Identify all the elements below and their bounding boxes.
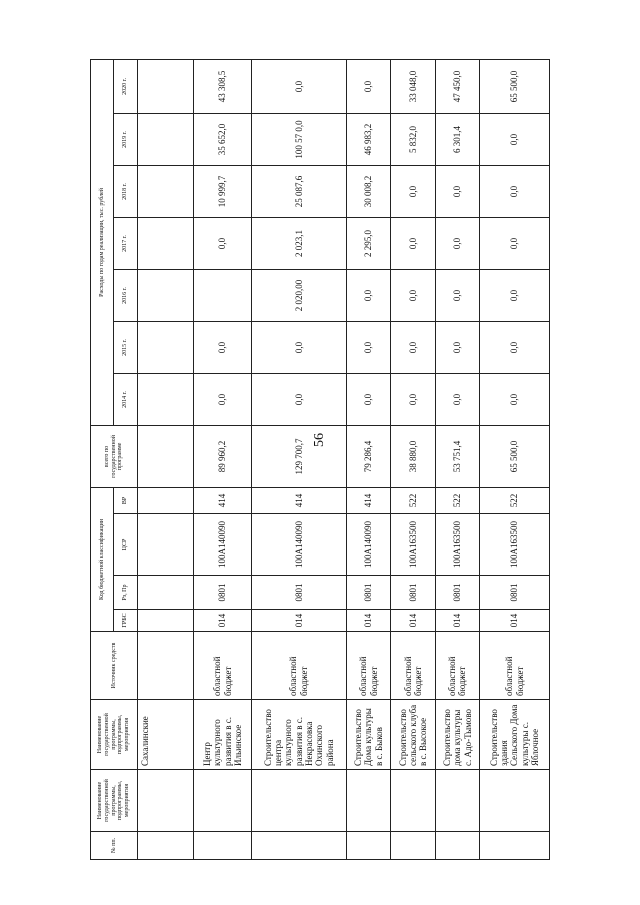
row-spacer-cell [194,770,251,832]
header-expenses: Расходы по годам реализации, тыс. рублей [91,59,114,425]
row-year-value: 30 008,2 [346,165,390,217]
row-year-value: 0,0 [435,269,479,321]
row-year-value: 2 023,1 [251,217,346,269]
table-row [194,59,251,859]
row-csr: 100А163500 [435,514,479,576]
row-number-cell [480,832,550,860]
row-year-value: 0,0 [391,373,435,425]
row-year-value: 0,0 [251,321,346,373]
row-spacer-cell [480,770,550,832]
header-num: № пп. [91,832,138,860]
row-year-value: 0,0 [480,217,550,269]
row-year-value: 0,0 [251,373,346,425]
row-number-cell [391,832,435,860]
header-year-2017: 2017 г. [114,217,137,269]
header-year-2016: 2016 г. [114,269,137,321]
row-vr: 522 [480,487,550,513]
row-year-value: 0,0 [194,321,251,373]
row-year-value: 0,0 [435,373,479,425]
row-spacer-cell [346,770,390,832]
header-total: всего по государственной программе [91,425,138,487]
row-year-value: 10 999,7 [194,165,251,217]
row-total: 129 700,7 [251,425,346,487]
section-label: Сахалинские [137,700,194,770]
row-grbs: 014 [194,610,251,632]
header-csr: ЦСР [114,514,137,576]
row-csr: 100А140090 [251,514,346,576]
row-year-value: 0,0 [435,321,479,373]
header-year-2019: 2019 г. [114,113,137,165]
row-year-value: 0,0 [346,321,390,373]
row-total: 65 500,0 [480,425,550,487]
row-name: Центр культурного развития в с. Ильинское [194,700,251,770]
row-total: 53 751,4 [435,425,479,487]
row-grbs: 014 [346,610,390,632]
header-year-2020: 2020 г. [114,59,137,113]
row-year-value: 35 652,0 [194,113,251,165]
row-year-value: 0,0 [194,373,251,425]
row-year-value: 0,0 [391,165,435,217]
row-grbs: 014 [480,610,550,632]
row-name: Строительство здания Сельского Дома культуры с. Яблочное [480,700,550,770]
row-vr: 414 [251,487,346,513]
row-csr: 100А140090 [194,514,251,576]
row-source: областной бюджет [480,632,550,700]
row-number-cell [346,832,390,860]
row-total: 89 960,2 [194,425,251,487]
row-year-value: 0,0 [391,217,435,269]
row-year-value: 25 087,6 [251,165,346,217]
row-year-value: 0,0 [251,59,346,113]
header-rzpr: Рз, Пр [114,576,137,610]
row-year-value: 0,0 [480,165,550,217]
header-budget-code: Код бюджетной классификации [91,487,114,631]
page-number: 56 [312,433,327,447]
row-source: областной бюджет [194,632,251,700]
row-name: Строительство дома культуры с. Адо-Тымово [435,700,479,770]
row-rzpr: 0801 [346,576,390,610]
row-year-value: 47 450,0 [435,59,479,113]
row-csr: 100А140090 [346,514,390,576]
row-rzpr: 0801 [194,576,251,610]
row-name: Строительство центра культурного развития в с. Некрасовка Охинского района [251,700,346,770]
row-year-value: 0,0 [480,373,550,425]
row-rzpr: 0801 [251,576,346,610]
header-name: Наименование государственной программы, подпрограммы, мероприятия [91,770,138,832]
row-name: Строительство сельского клуба в с. Высокое [391,700,435,770]
header-year-2018: 2018 г. [114,165,137,217]
row-year-value: 100 57 0,0 [251,113,346,165]
row-vr: 414 [194,487,251,513]
section-row [137,59,194,859]
row-year-value: 5 832,0 [391,113,435,165]
row-year-value: 6 301,4 [435,113,479,165]
row-grbs: 014 [251,610,346,632]
row-source: областной бюджет [346,632,390,700]
row-year-value: 0,0 [480,113,550,165]
row-spacer-cell [391,770,435,832]
table-row [346,59,390,859]
table-row [435,59,479,859]
header-grbs: ГРБС [114,610,137,632]
row-year-value: 0,0 [480,321,550,373]
row-year-value: 0,0 [391,321,435,373]
row-year-value: 0,0 [391,269,435,321]
row-year-value: 2 295,0 [346,217,390,269]
row-number-cell [194,832,251,860]
row-spacer-cell [435,770,479,832]
row-year-value: 0,0 [435,217,479,269]
row-rzpr: 0801 [480,576,550,610]
row-year-value: 65 500,0 [480,59,550,113]
table-body [194,59,550,859]
rotated-table-wrapper [90,60,550,860]
header-vr: ВР [114,487,137,513]
row-number-cell [435,832,479,860]
row-year-value: 0,0 [480,269,550,321]
budget-table [90,59,550,860]
row-spacer-cell [251,770,346,832]
row-vr: 522 [435,487,479,513]
row-grbs: 014 [435,610,479,632]
header-name-2: Наименование государственной программы, подпрограммы, мероприятия [91,700,138,770]
row-grbs: 014 [391,610,435,632]
header-year-2015: 2015 г. [114,321,137,373]
row-csr: 100А163500 [480,514,550,576]
table-row [391,59,435,859]
row-vr: 414 [346,487,390,513]
row-number-cell [251,832,346,860]
row-vr: 522 [391,487,435,513]
row-year-value: 0,0 [346,59,390,113]
row-rzpr: 0801 [391,576,435,610]
row-total: 79 286,4 [346,425,390,487]
row-source: областной бюджет [251,632,346,700]
row-total: 38 880,0 [391,425,435,487]
row-year-value: 0,0 [346,373,390,425]
row-year-value: 43 308,5 [194,59,251,113]
row-year-value [194,269,251,321]
row-year-value: 0,0 [194,217,251,269]
row-year-value: 46 983,2 [346,113,390,165]
header-source: Источник средств [91,632,138,700]
header-year-2014: 2014 г. [114,373,137,425]
table-row [251,59,346,859]
row-year-value: 33 048,0 [391,59,435,113]
row-source: областной бюджет [391,632,435,700]
row-year-value: 2 020,00 [251,269,346,321]
table-row [480,59,550,859]
row-rzpr: 0801 [435,576,479,610]
row-year-value: 0,0 [346,269,390,321]
row-csr: 100А163500 [391,514,435,576]
row-year-value: 0,0 [435,165,479,217]
row-name: Строительство Дома культуры в с. Быков [346,700,390,770]
row-source: областной бюджет [435,632,479,700]
